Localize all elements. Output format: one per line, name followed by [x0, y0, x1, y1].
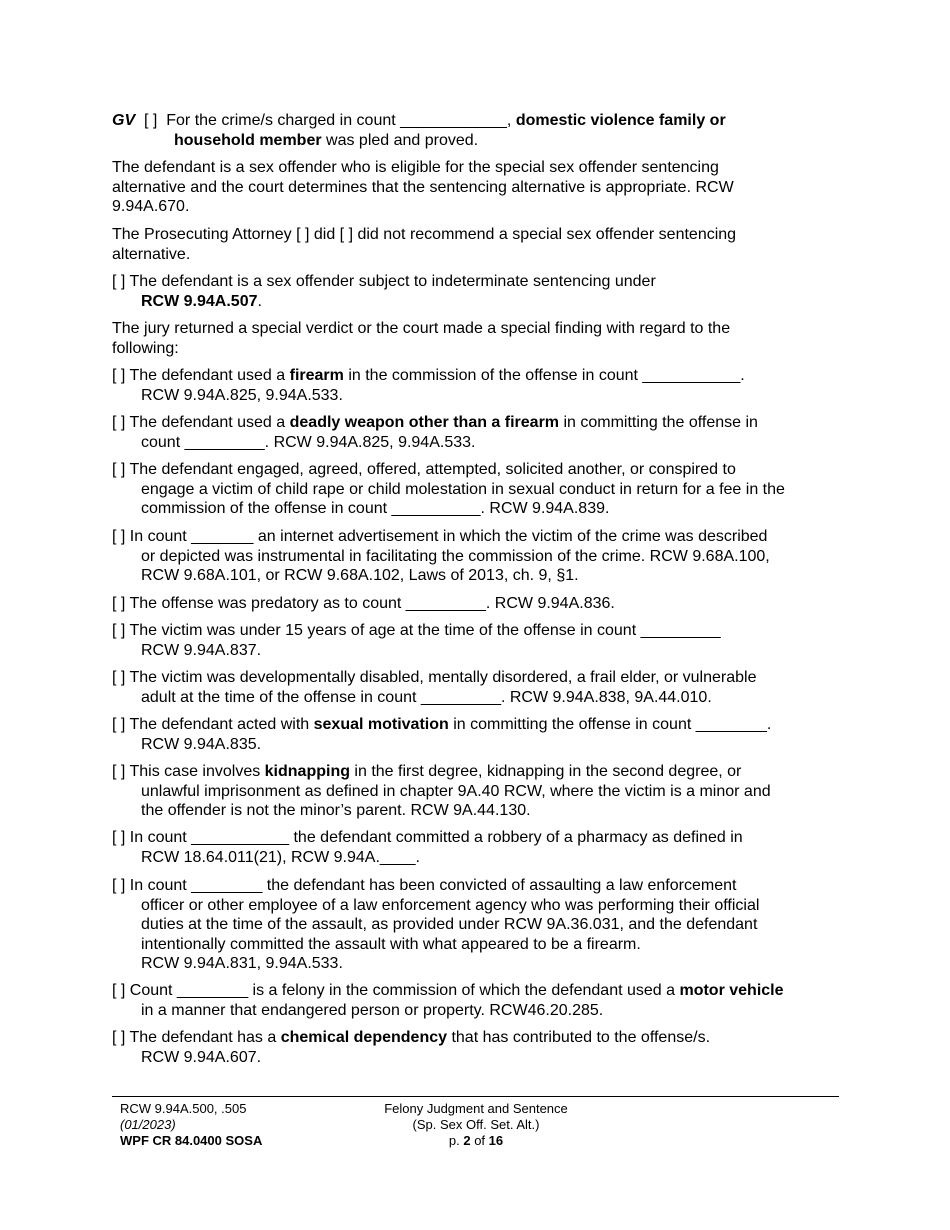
- officer-assault-item: [ ] In count ________ the defendant has been convicted of assaulting a law enforcement officer or other employee of a law enforcement agency who was performing their official duties at the time of the assault, as provided under RCW 9A.36.031, and the defendant intentionally committed the assault with what appeared to be a firearm. RCW 9.94A.831, 9.94A.533.: [112, 877, 760, 972]
- gv-label: GV: [112, 112, 136, 129]
- vulnerable-victim-item: [ ] The victim was developmentally disabled, mentally disordered, a frail elder, or vulnerable adult at the time of the offense in count _________. RCW 9.94A.838, 9A.44.010.: [112, 669, 757, 706]
- motor-vehicle-item: [ ] Count ________ is a felony in the commission of which the defendant used a motor vehicle in a manner that endangered person or property. RCW46.20.285.: [112, 982, 784, 1019]
- kidnapping-item: [ ] This case involves kidnapping in the first degree, kidnapping in the second degree, or unlawful imprisonment as defined in chapter 9A.40 RCW, where the victim is a minor and the offender is not the minor’s parent. RCW 9A.44.130.: [112, 763, 771, 819]
- firearm-item: [ ] The defendant used a firearm in the commission of the offense in count ___________. RCW 9.94A.825, 9.94A.533.: [112, 367, 745, 404]
- footer-title: Felony Judgment and Sentence: [384, 1101, 568, 1116]
- footer-left: [120, 1101, 262, 1149]
- footer-rcw: RCW 9.94A.500, .505: [120, 1101, 247, 1116]
- prosecutor-recommendation: The Prosecuting Attorney [ ] did [ ] did not recommend a special sex offender sentencing alternative.: [112, 226, 737, 263]
- sexual-conduct-fee-item: [ ] The defendant engaged, agreed, offered, attempted, solicited another, or conspired to engage a victim of child rape or child molestation in sexual conduct in return for a fee in the commission of the offense in count __________. RCW 9.94A.839.: [112, 461, 785, 517]
- gv-checkbox[interactable]: [ ]: [144, 112, 158, 129]
- page-number: p. 2 of 16: [448, 1133, 504, 1148]
- footer-subtitle: (Sp. Sex Off. Set. Alt.): [412, 1117, 540, 1132]
- pharmacy-robbery-item: [ ] In count ___________ the defendant committed a robbery of a pharmacy as defined in RCW 18.64.011(21), RCW 9.94A.____.: [112, 829, 743, 866]
- special-verdict-intro: The jury returned a special verdict or the court made a special finding with regard to the following:: [112, 320, 731, 357]
- indeterminate-sentencing-item: [ ] The defendant is a sex offender subject to indeterminate sentencing under RCW 9.94A.507.: [112, 273, 656, 310]
- footer-form-number: WPF CR 84.0400 SOSA: [120, 1133, 263, 1148]
- footer-date: (01/2023): [120, 1117, 176, 1132]
- sexual-motivation-item: [ ] The defendant acted with sexual motivation in committing the offense in count ________. RCW 9.94A.835.: [112, 716, 772, 753]
- predatory-item: [ ] The offense was predatory as to count _________. RCW 9.94A.836.: [112, 595, 615, 612]
- sosa-finding-paragraph: The defendant is a sex offender who is eligible for the special sex offender sentencing alternative and the court determines that the sentencing alternative is appropriate. RCW 9.94A.670.: [112, 159, 734, 215]
- internet-advertisement-item: [ ] In count _______ an internet advertisement in which the victim of the crime was described or depicted was instrumental in facilitating the commission of the crime. RCW 9.68A.100, RCW 9.68A.101, or RCW 9.68A.102, Laws of 2013, ch. 9, §1.: [112, 528, 770, 584]
- footer-center: [376, 1101, 576, 1149]
- page-footer: [112, 1096, 839, 1148]
- victim-under-15-item: [ ] The victim was under 15 years of age at the time of the offense in count _________ RCW 9.94A.837.: [112, 622, 721, 659]
- chemical-dependency-item: [ ] The defendant has a chemical dependency that has contributed to the offense/s. RCW 9.94A.607.: [112, 1029, 711, 1066]
- gv-item: GV [ ] For the crime/s charged in count ____________, domestic violence family or household member was pled and proved.: [112, 112, 726, 149]
- deadly-weapon-item: [ ] The defendant used a deadly weapon other than a firearm in committing the offense in count _________. RCW 9.94A.825, 9.94A.533.: [112, 414, 758, 451]
